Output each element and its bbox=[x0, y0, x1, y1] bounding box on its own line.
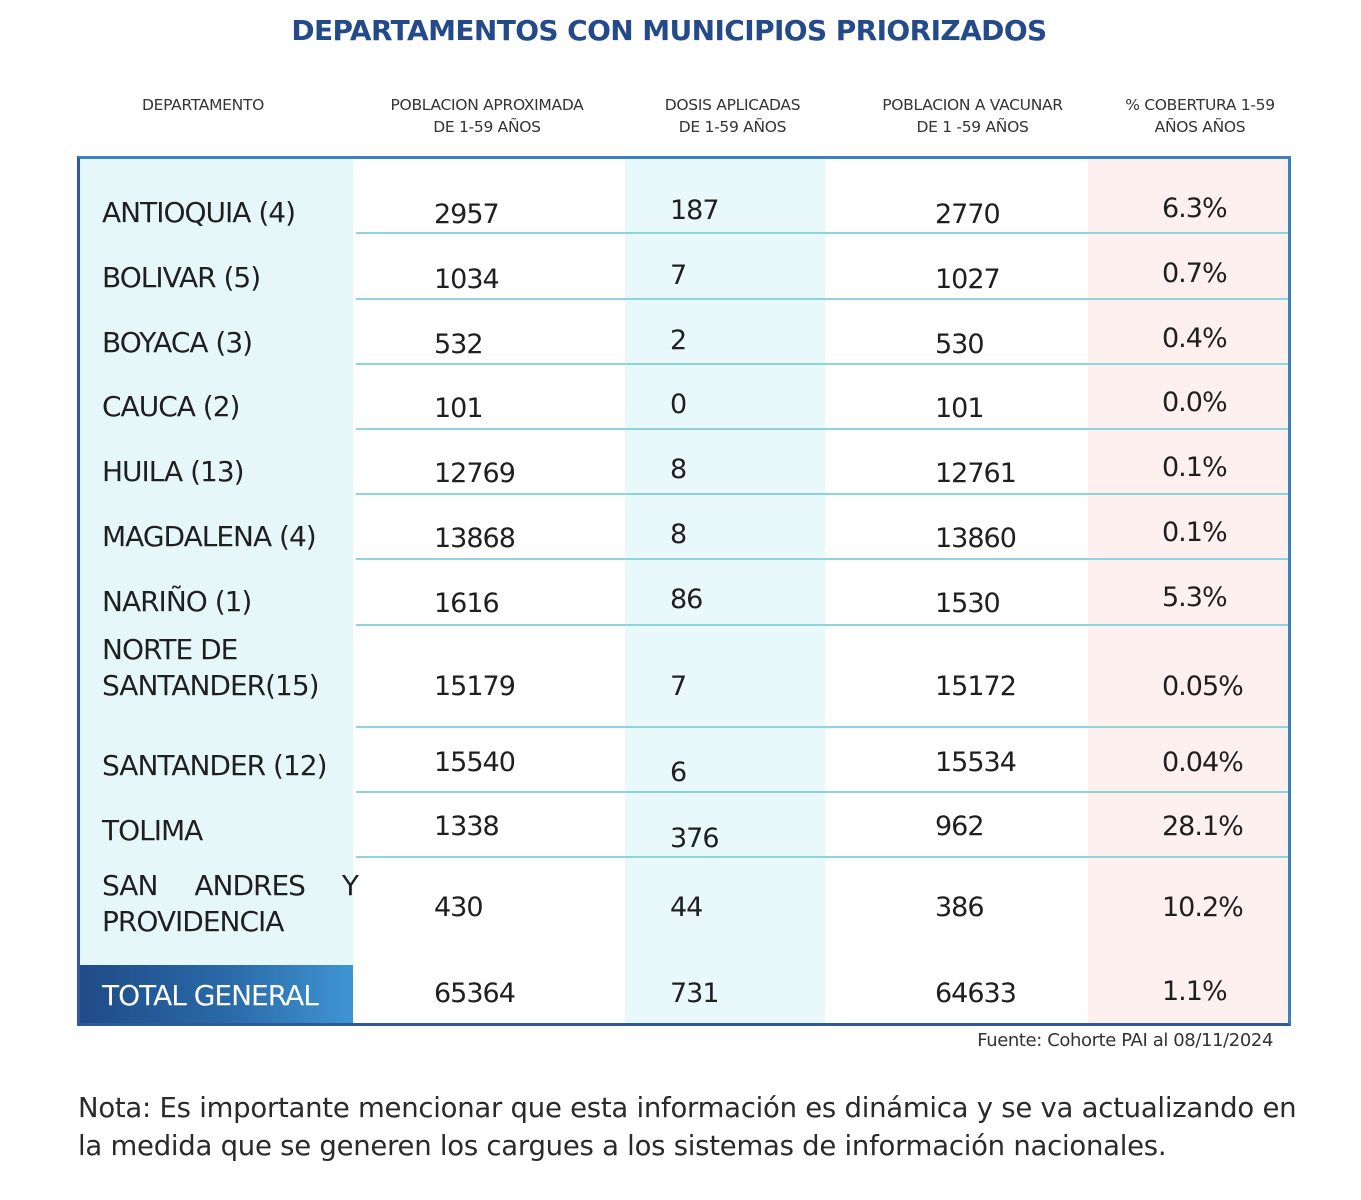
row-poblacion: 2957 bbox=[434, 199, 499, 230]
source-caption: Fuente: Cohorte PAI al 08/11/2024 bbox=[977, 1030, 1273, 1051]
row-departamento: ANTIOQUIA (4) bbox=[102, 196, 296, 229]
total-departamento: TOTAL GENERAL bbox=[102, 979, 318, 1012]
row-cobertura: 0.1% bbox=[1162, 452, 1227, 483]
row-cobertura: 0.4% bbox=[1162, 323, 1227, 354]
row-poblacion: 1338 bbox=[434, 811, 499, 842]
header-cobertura-line1: % COBERTURA 1-59 bbox=[1125, 96, 1275, 114]
header-poblacion-line2: DE 1-59 AÑOS bbox=[433, 118, 541, 136]
row-departamento: NARIÑO (1) bbox=[102, 585, 252, 618]
row-divider bbox=[356, 791, 1288, 793]
header-vacunar-line2: DE 1 -59 AÑOS bbox=[916, 118, 1029, 136]
row-vacunar: 530 bbox=[935, 329, 984, 360]
total-poblacion: 65364 bbox=[434, 978, 515, 1009]
row-dosis: 6 bbox=[670, 757, 687, 788]
row-dosis: 7 bbox=[670, 671, 687, 702]
row-departamento: BOYACA (3) bbox=[102, 326, 253, 359]
row-cobertura: 6.3% bbox=[1162, 193, 1227, 224]
row-departamento: SAN ANDRES Y PROVIDENCIA bbox=[102, 869, 358, 938]
row-vacunar: 101 bbox=[935, 393, 984, 424]
row-divider bbox=[356, 558, 1288, 560]
header-departamento-label: DEPARTAMENTO bbox=[141, 96, 265, 114]
row-dosis: 8 bbox=[670, 519, 687, 550]
row-poblacion: 1034 bbox=[434, 264, 499, 295]
row-departamento: TOLIMA bbox=[102, 814, 203, 847]
row-dosis: 86 bbox=[670, 584, 703, 615]
row-divider bbox=[356, 298, 1288, 300]
total-cobertura: 1.1% bbox=[1162, 976, 1227, 1007]
header-cobertura bbox=[1110, 94, 1290, 138]
row-poblacion: 12769 bbox=[434, 458, 515, 489]
row-vacunar: 962 bbox=[935, 811, 984, 842]
row-vacunar: 1530 bbox=[935, 588, 1000, 619]
row-cobertura: 0.1% bbox=[1162, 517, 1227, 548]
row-divider bbox=[356, 726, 1288, 728]
header-dosis bbox=[630, 94, 835, 138]
row-vacunar: 15172 bbox=[935, 671, 1016, 702]
row-dosis: 376 bbox=[670, 823, 719, 854]
row-poblacion: 1616 bbox=[434, 588, 499, 619]
row-departamento: NORTE DE SANTANDER(15) bbox=[102, 633, 319, 702]
row-poblacion: 101 bbox=[434, 393, 483, 424]
row-dosis: 8 bbox=[670, 454, 687, 485]
row-cobertura: 0.05% bbox=[1162, 671, 1243, 702]
row-departamento: MAGDALENA (4) bbox=[102, 520, 316, 553]
row-divider bbox=[356, 493, 1288, 495]
row-cobertura: 5.3% bbox=[1162, 582, 1227, 613]
total-vacunar: 64633 bbox=[935, 978, 1016, 1009]
row-divider bbox=[356, 624, 1288, 626]
row-vacunar: 386 bbox=[935, 892, 984, 923]
row-cobertura: 0.04% bbox=[1162, 747, 1243, 778]
row-poblacion: 13868 bbox=[434, 523, 515, 554]
row-departamento: BOLIVAR (5) bbox=[102, 261, 261, 294]
row-dosis: 7 bbox=[670, 260, 687, 291]
row-dosis: 0 bbox=[670, 389, 687, 420]
row-poblacion: 15179 bbox=[434, 671, 515, 702]
row-poblacion: 15540 bbox=[434, 747, 515, 778]
row-cobertura: 0.7% bbox=[1162, 258, 1227, 289]
row-divider bbox=[356, 232, 1288, 234]
note-paragraph: Nota: Es importante mencionar que esta información es dinámica y se va actualizando en la medida que se generen los cargues a los sistemas de información nacionales. bbox=[78, 1092, 1297, 1162]
header-dosis-line2: DE 1-59 AÑOS bbox=[678, 118, 787, 136]
page-title: DEPARTAMENTOS CON MUNICIPIOS PRIORIZADOS bbox=[291, 14, 1047, 47]
total-dosis: 731 bbox=[670, 978, 719, 1009]
row-dosis: 187 bbox=[670, 195, 719, 226]
row-vacunar: 1027 bbox=[935, 264, 1000, 295]
header-vacunar bbox=[860, 94, 1085, 138]
row-cobertura: 0.0% bbox=[1162, 387, 1227, 418]
row-vacunar: 15534 bbox=[935, 747, 1016, 778]
row-divider bbox=[356, 856, 1288, 858]
header-poblacion bbox=[362, 94, 612, 138]
row-vacunar: 2770 bbox=[935, 199, 1000, 230]
dosis-column-bg bbox=[625, 159, 825, 1023]
header-vacunar-line1: POBLACION A VACUNAR bbox=[882, 96, 1063, 114]
row-vacunar: 12761 bbox=[935, 458, 1016, 489]
row-dosis: 44 bbox=[670, 892, 703, 923]
row-departamento: CAUCA (2) bbox=[102, 390, 240, 423]
header-cobertura-line2: AÑOS AÑOS bbox=[1154, 118, 1246, 136]
row-poblacion: 430 bbox=[434, 892, 483, 923]
row-cobertura: 28.1% bbox=[1162, 811, 1243, 842]
row-cobertura: 10.2% bbox=[1162, 892, 1243, 923]
row-departamento: SANTANDER (12) bbox=[102, 749, 327, 782]
header-departamento bbox=[118, 94, 288, 116]
data-table bbox=[77, 156, 1291, 1026]
header-poblacion-line1: POBLACION APROXIMADA bbox=[390, 96, 584, 114]
row-poblacion: 532 bbox=[434, 329, 483, 360]
row-divider bbox=[356, 363, 1288, 365]
header-dosis-line1: DOSIS APLICADAS bbox=[664, 96, 801, 114]
row-dosis: 2 bbox=[670, 325, 687, 356]
row-vacunar: 13860 bbox=[935, 523, 1016, 554]
row-divider bbox=[356, 428, 1288, 430]
row-departamento: HUILA (13) bbox=[102, 455, 244, 488]
